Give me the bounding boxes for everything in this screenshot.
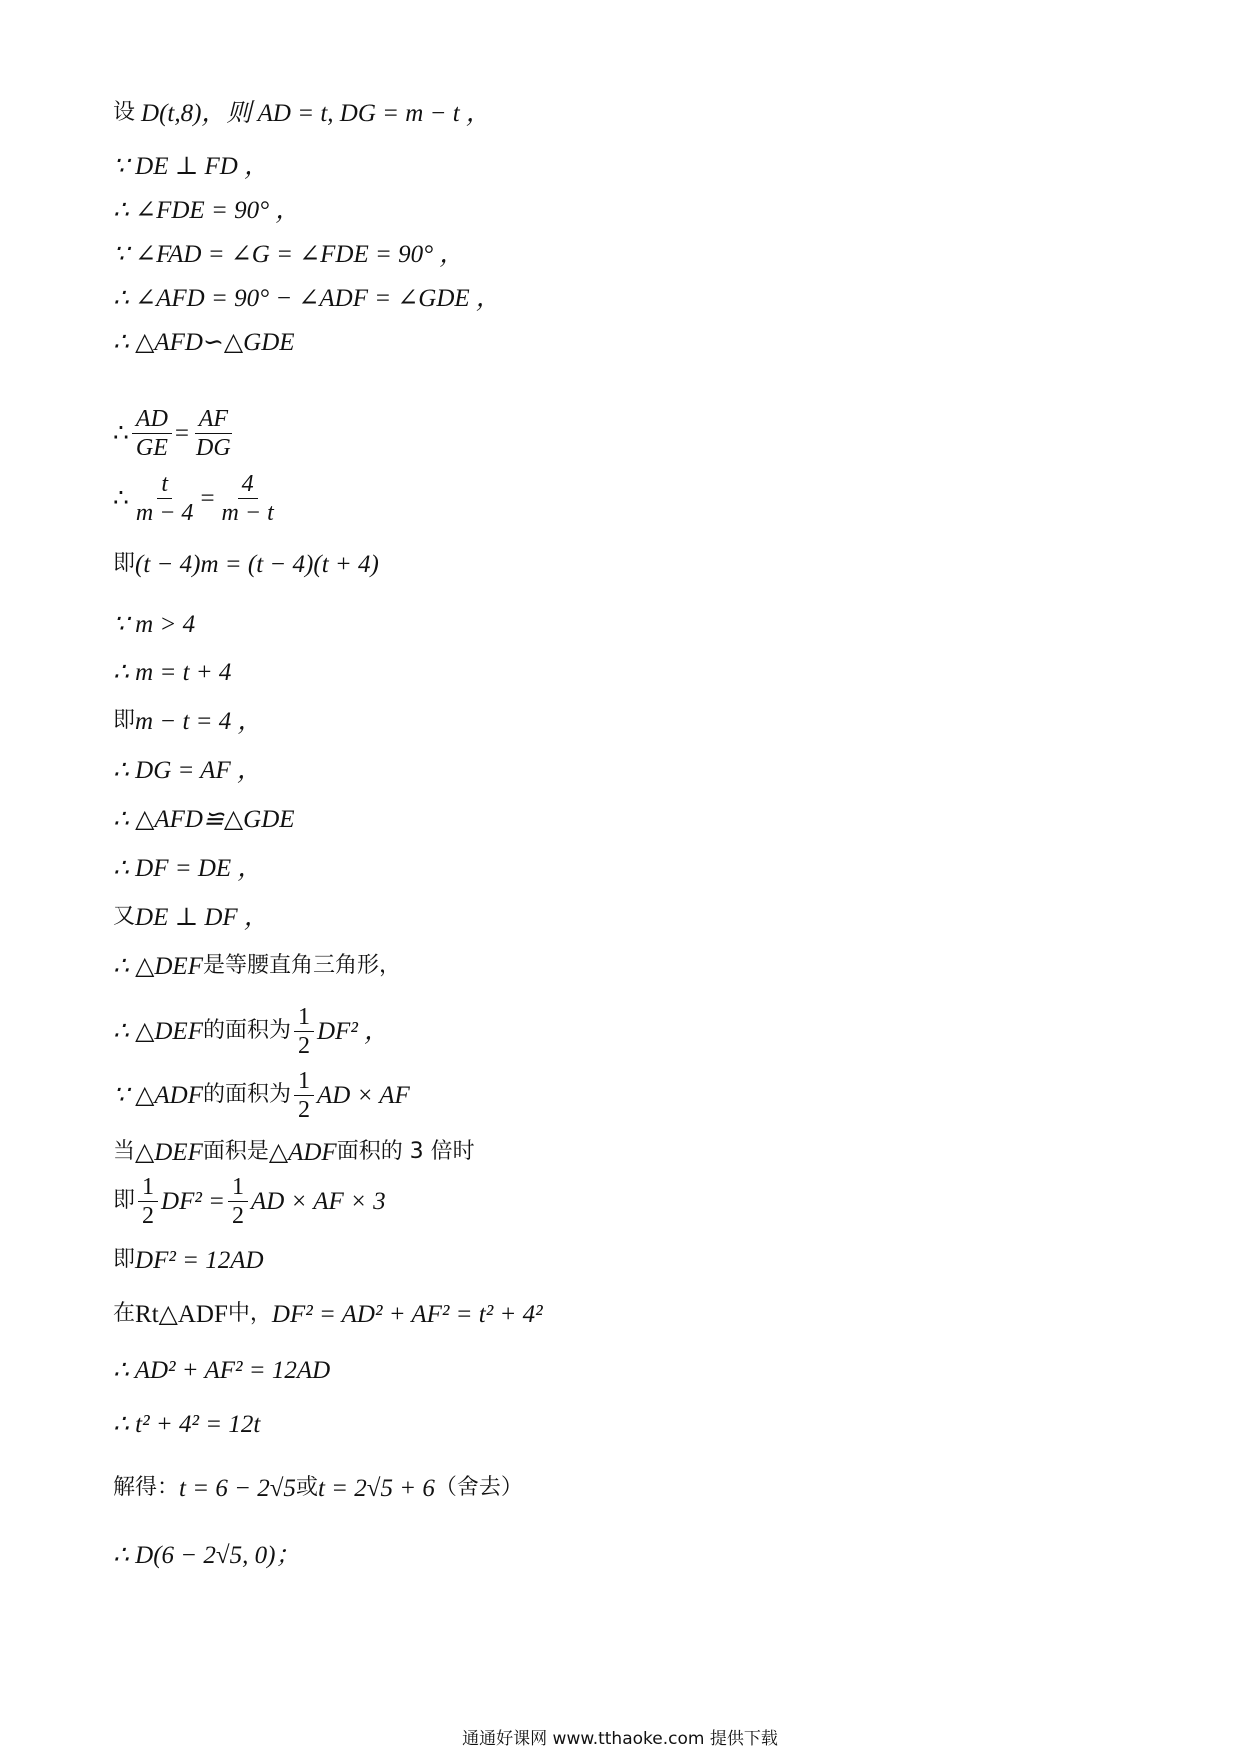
line-congruent: ∴ △AFD≌△GDE (113, 805, 295, 833)
line-isosceles-right: ∴ △DEF 是等腰直角三角形， (113, 952, 401, 980)
line-three-times-condition: 当 △DEF 面积是 △ADF 面积的 3 倍时 (113, 1138, 475, 1166)
line-ratio-substitution: ∴ $\frac{t}{m - 4}$ = $\frac{4}{m - t}$ (113, 468, 281, 528)
footer-source: 通通好课网 www.tthaoke.com 提供下载 (462, 1729, 778, 1749)
fraction: $\frac{1}{2}$ (294, 1069, 314, 1122)
line-sum-of-squares: ∴ AD² + AF² = 12AD (113, 1356, 331, 1384)
line-m-gt-4: ∵ m > 4 (113, 610, 196, 638)
line-m-eq: ∴ m = t + 4 (113, 658, 232, 686)
line-area-adf: ∵ △ADF 的面积为 $\frac{1}{2}$ AD × AF (113, 1067, 410, 1123)
line-df-eq-de: ∴ DF = DE ， (113, 854, 263, 882)
line-area-def: ∴ △DEF 的面积为 $\frac{1}{2}$ DF² ， (113, 1003, 390, 1059)
line-pythagoras: 在 Rt△ADF 中， DF² = AD² + AF² = t² + 4² (113, 1300, 543, 1328)
fraction: $\frac{t}{m - 4}$ (135, 470, 194, 526)
fraction: $\frac{1}{2}$ (228, 1175, 248, 1228)
line-right-angles: ∵ ∠FAD = ∠G = ∠FDE = 90° ， (113, 240, 465, 268)
line-de-perp-df: 又 DE ⊥ DF ， (113, 903, 269, 931)
line-factored-equation: 即 (t − 4)m = (t − 4)(t + 4) (113, 550, 379, 578)
fraction: $\frac{1}{2}$ (294, 1005, 314, 1058)
fraction: $\frac{AD}{GE}$ (132, 407, 172, 460)
line-quadratic: ∴ t² + 4² = 12t (113, 1410, 261, 1438)
line-similar-triangles: ∴ △AFD∽△GDE (113, 328, 295, 356)
line-m-minus-t: 即 m − t = 4 ， (113, 707, 263, 735)
line-area-equation: 即 $\frac{1}{2}$ DF² = $\frac{1}{2}$ AD × AF × 3 (113, 1173, 386, 1229)
line-solutions: 解得： t = 6 − 2√5 或 t = 2√5 + 6 （舍去） (113, 1474, 523, 1502)
line-angle-afd: ∴ ∠AFD = 90° − ∠ADF = ∠GDE ， (113, 284, 501, 312)
fraction: $\frac{1}{2}$ (138, 1175, 158, 1228)
line-de-perp-fd: ∵ DE ⊥ FD ， (113, 152, 270, 180)
line-dg-eq-af: ∴ DG = AF ， (113, 756, 262, 784)
line-ratio-equation: ∴ $\frac{AD}{GE}$ = $\frac{AF}{DG}$ (113, 403, 238, 463)
line-angle-fde: ∴ ∠FDE = 90° ， (113, 196, 301, 224)
fraction: $\frac{4}{m - t}$ (221, 470, 274, 526)
line-final-point-d: ∴ D(6 − 2√5, 0)； (113, 1541, 301, 1569)
line-set-point-d: 设 D(t,8)，则 AD = t, DG = m − t ， (113, 99, 491, 127)
fraction: $\frac{AF}{DG}$ (196, 405, 231, 461)
line-df-squared: 即 DF² = 12AD (113, 1246, 264, 1274)
